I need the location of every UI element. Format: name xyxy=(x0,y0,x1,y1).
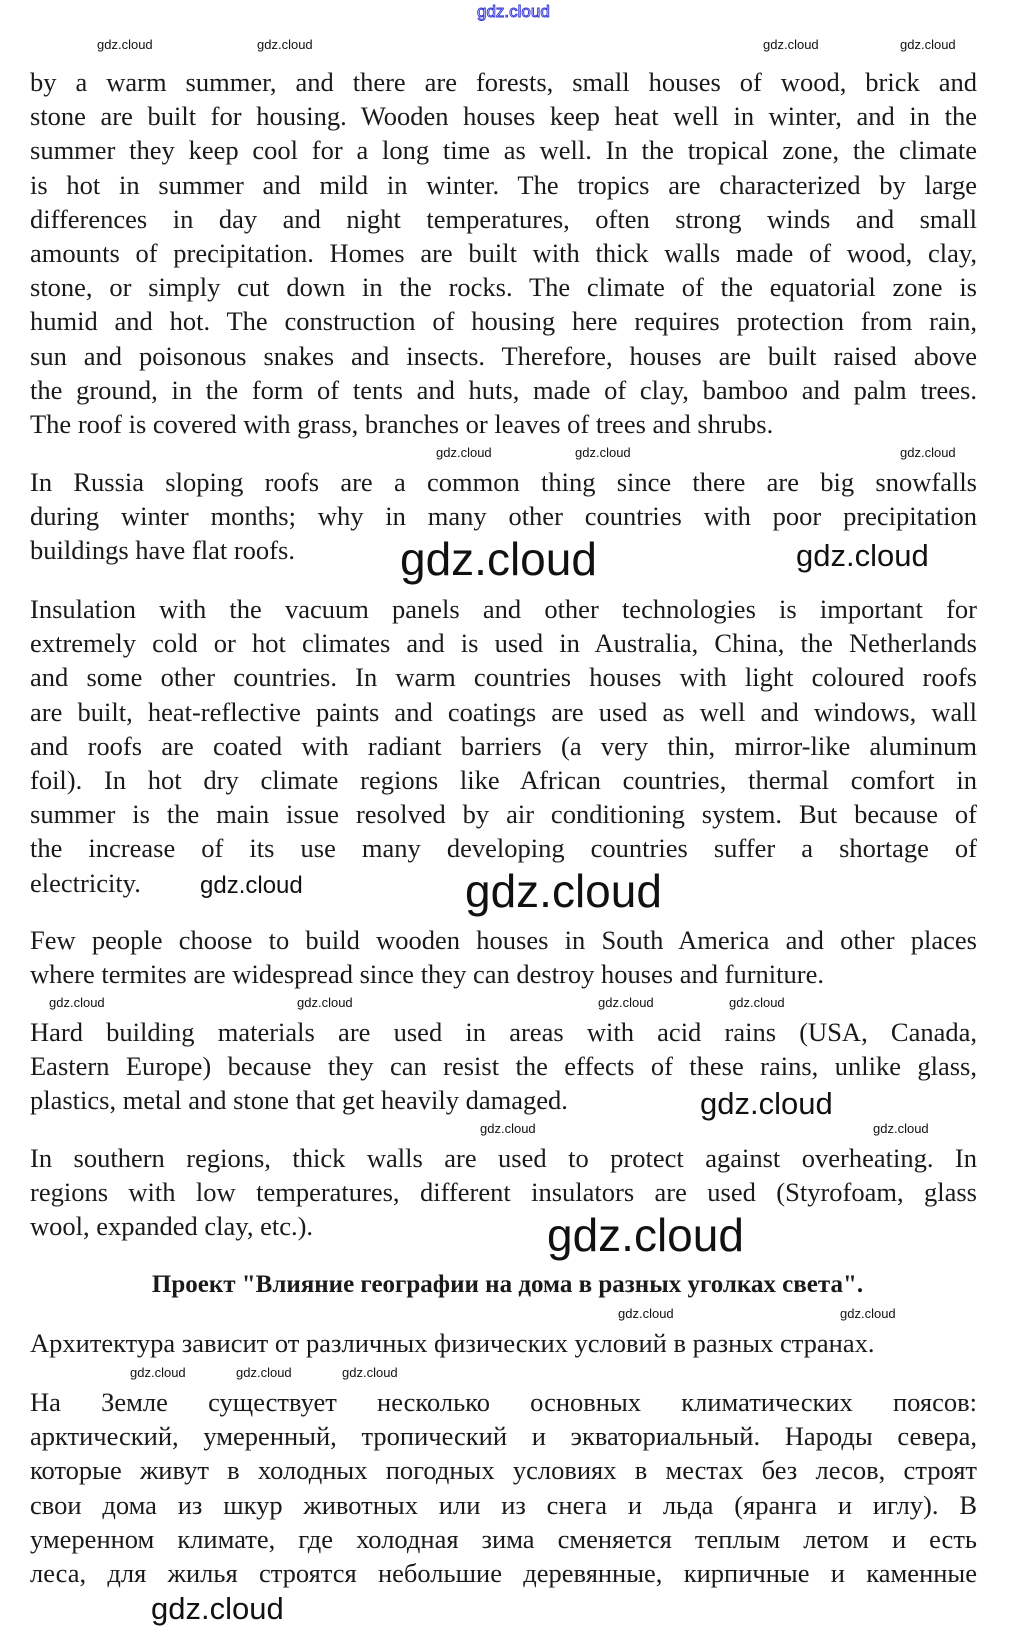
watermark: gdz.cloud xyxy=(342,1365,398,1380)
text-line: арктический, умеренный, тропический и экваториальный. Народы севера, xyxy=(30,1421,977,1452)
text-line: которые живут в холодных погодных условиях в местах без лесов, строят xyxy=(30,1455,977,1486)
text-line: summer they keep cool for a long time as well. In the tropical zone, the climate xyxy=(30,135,977,166)
watermark: gdz.cloud xyxy=(97,37,153,52)
text-line: humid and hot. The construction of housing here requires protection from rain, xyxy=(30,306,977,337)
watermark: gdz.cloud xyxy=(547,1209,744,1261)
watermark: gdz.cloud xyxy=(729,995,785,1010)
text-line: sun and poisonous snakes and insects. Therefore, houses are built raised above xyxy=(30,340,977,371)
text-line: amounts of precipitation. Homes are built with thick walls made of wood, clay, xyxy=(30,237,977,268)
watermark: gdz.cloud xyxy=(49,995,105,1010)
text-line: regions with low temperatures, different insulators are used (Styrofoam, glass xyxy=(30,1177,977,1208)
text-line: extremely cold or hot climates and is used in Australia, China, the Netherlands xyxy=(30,628,977,659)
text-line: In Russia sloping roofs are a common thing since there are big snowfalls xyxy=(30,467,977,497)
text-line: The roof is covered with grass, branches or leaves of trees and shrubs. xyxy=(30,408,774,439)
paragraph-southern-regions xyxy=(30,1141,977,1244)
paragraph-acid-rains xyxy=(30,1015,977,1121)
text-line: summer is the main issue resolved by air conditioning system. But because of xyxy=(30,799,977,830)
text-line: stone, or simply cut down in the rocks. The climate of the equatorial zone is xyxy=(30,272,977,303)
text-line: where termites are widespread since they can destroy houses and furniture. xyxy=(30,959,824,990)
text-line: plastics, metal and stone that get heavily damaged. xyxy=(30,1085,568,1116)
text-line: the ground, in the form of tents and huts, made of clay, bamboo and palm trees. xyxy=(30,374,977,405)
text-line: buildings have flat roofs. xyxy=(30,535,295,566)
text-line: is hot in summer and mild in winter. The tropics are characterized by large xyxy=(30,169,977,200)
watermark: gdz.cloud xyxy=(598,995,654,1010)
paragraph-wooden-houses xyxy=(30,923,977,991)
watermark: gdz.cloud xyxy=(400,533,597,585)
project-heading: Проект "Влияние географии на дома в разных уголках света". xyxy=(151,1271,864,1298)
text-line: свои дома из шкур животных или из снега и льда (яранга и иглу). В xyxy=(30,1489,977,1520)
text-line: stone are built for housing. Wooden houses keep heat well in winter, and in the xyxy=(30,101,977,132)
text-line: and roofs are coated with radiant barriers (a very thin, mirror-like aluminum xyxy=(30,730,977,761)
watermark: gdz.cloud xyxy=(151,1591,284,1626)
text-line: the increase of its use many developing countries suffer a shortage of xyxy=(30,833,977,864)
text-line: На Земле существует несколько основных климатических поясов: xyxy=(30,1387,977,1417)
text-line: леса, для жилья строятся небольшие деревянные, кирпичные и каменные xyxy=(30,1557,977,1588)
watermark-top: gdz.cloud xyxy=(477,2,550,21)
paragraph-insulation xyxy=(30,592,977,900)
text-line: during winter months; why in many other countries with poor precipitation xyxy=(30,501,977,532)
watermark: gdz.cloud xyxy=(480,1121,536,1136)
watermark: gdz.cloud xyxy=(297,995,353,1010)
paragraph-ru-architecture xyxy=(30,1326,977,1360)
text-line: In southern regions, thick walls are used to protect against overheating. In xyxy=(30,1143,977,1173)
text-line: Архитектура зависит от различных физических условий в разных странах. xyxy=(30,1328,875,1358)
watermark: gdz.cloud xyxy=(236,1365,292,1380)
paragraph-climate-zones xyxy=(30,65,977,441)
text-line: wool, expanded clay, etc.). xyxy=(30,1211,314,1242)
text-line: and some other countries. In warm countries houses with light coloured roofs xyxy=(30,662,977,693)
watermark: gdz.cloud xyxy=(900,37,956,52)
watermark: gdz.cloud xyxy=(575,445,631,460)
watermark: gdz.cloud xyxy=(763,37,819,52)
watermark: gdz.cloud xyxy=(873,1121,929,1136)
text-line: Few people choose to build wooden houses in South America and other places xyxy=(30,925,977,955)
watermark: gdz.cloud xyxy=(796,538,929,573)
text-line: Eastern Europe) because they can resist the effects of these rains, unlike glass, xyxy=(30,1051,977,1082)
text-line: by a warm summer, and there are forests, small houses of wood, brick and xyxy=(30,67,977,97)
text-line: foil). In hot dry climate regions like African countries, thermal comfort in xyxy=(30,764,977,795)
watermark: gdz.cloud xyxy=(436,445,492,460)
text-line: Hard building materials are used in areas with acid rains (USA, Canada, xyxy=(30,1017,977,1047)
watermark: gdz.cloud xyxy=(130,1365,186,1380)
watermark: gdz.cloud xyxy=(200,872,303,899)
watermark: gdz.cloud xyxy=(618,1306,674,1321)
watermark: gdz.cloud xyxy=(900,445,956,460)
watermark: gdz.cloud xyxy=(465,865,662,917)
text-line: are built, heat-reflective paints and coatings are used as well and windows, wall xyxy=(30,696,977,727)
watermark: gdz.cloud xyxy=(700,1086,833,1121)
watermark: gdz.cloud xyxy=(840,1306,896,1321)
text-line: differences in day and night temperatures, often strong winds and small xyxy=(30,203,977,234)
text-line: умеренном климате, где холодная зима сменяется теплым летом и есть xyxy=(30,1523,977,1554)
text-line: electricity. xyxy=(30,867,141,898)
text-line: Insulation with the vacuum panels and other technologies is important for xyxy=(30,594,977,624)
watermark: gdz.cloud xyxy=(257,37,313,52)
paragraph-ru-climate xyxy=(30,1385,977,1590)
